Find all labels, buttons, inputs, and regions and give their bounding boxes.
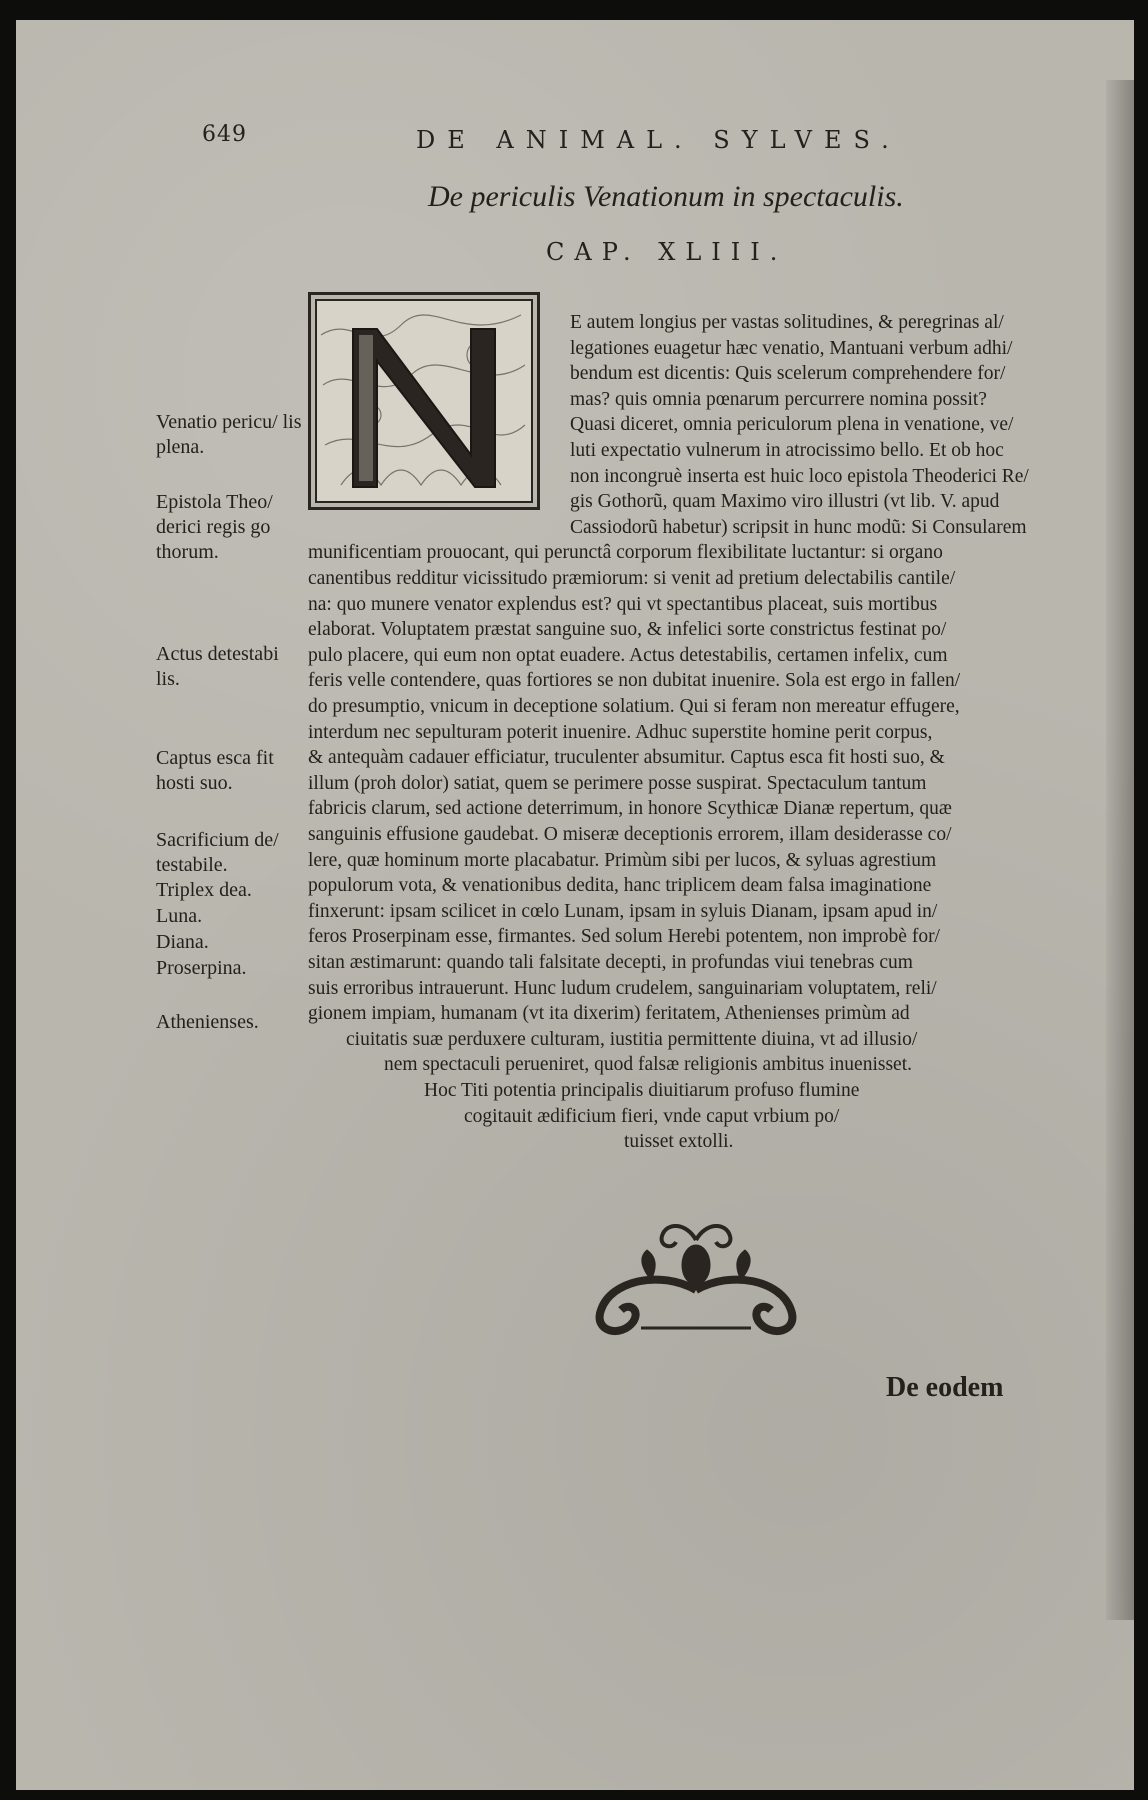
book-page: [16, 20, 1134, 1790]
text-line: bendum est dicentis: Quis scelerum comprehendere for/: [570, 363, 1006, 385]
text-line: mas? quis omnia pœnarum percurrere nomina possit?: [570, 388, 987, 410]
text-line: do presumptio, vnicum in deceptione solatium. Qui si feram non mereatur effugere,: [308, 696, 960, 717]
chapter-number: CAP. XLIII.: [546, 238, 788, 266]
margin-note: Athenienses.: [156, 1011, 259, 1033]
text-line: ciuitatis suæ perduxere culturam, iustitia permittente diuina, vt ad illusio/: [346, 1028, 918, 1050]
margin-note: Captus esca fit hosti suo.: [156, 747, 274, 794]
text-line: E autem longius per vastas solitudines, & peregrinas al/: [570, 312, 1004, 333]
margin-note: Diana.: [156, 931, 209, 953]
text-line: na: quo munere venator explendus est? qui vt spectantibus placeat, suis mortibus: [308, 593, 938, 615]
chapter-title: De periculis Venationum in spectaculis.: [428, 180, 904, 213]
catchword: De eodem: [886, 1372, 1004, 1403]
text-line: Cassiodorũ habetur) scripsit in hunc modũ: Si Consularem: [570, 516, 1027, 538]
margin-note: Triplex dea.: [156, 879, 252, 901]
text-line: legationes euagetur hæc venatio, Mantuani verbum adhi/: [570, 337, 1013, 359]
text-line: pulo placere, qui eum non optat euadere. Actus detestabilis, certamen infelix, cum: [308, 644, 948, 666]
text-line: non incongruè inserta est huic loco epistola Theoderici Re/: [570, 465, 1029, 487]
text-line: cogitauit ædificium fieri, vnde caput vrbium po/: [464, 1105, 840, 1127]
tailpiece-ornament-icon: [581, 1210, 811, 1340]
page-edge-shadow: [1106, 80, 1134, 1620]
text-line: illum (proh dolor) satiat, quem se perimere posse suspirat. Spectaculum tantum: [308, 772, 927, 794]
text-line: Hoc Titi potentia principalis diuitiarum profuso flumine: [424, 1080, 860, 1101]
margin-note: Actus detestabi lis.: [156, 643, 279, 690]
text-line: sanguinis effusione gaudebat. O miseræ deceptionis errorem, illam desiderasse co/: [308, 824, 952, 845]
text-line: elaborat. Voluptatem præstat sanguine suo, & infelici sorte constrictus festinat po/: [308, 619, 947, 641]
text-line: & antequàm cadauer efficiatur, truculenter absumitur. Captus esca fit hosti suo, &: [308, 747, 945, 769]
margin-note: Luna.: [156, 905, 203, 927]
text-line: munificentiam prouocant, qui perunctâ corporum flexibilitate luctantur: si organo: [308, 542, 943, 564]
text-line: luti expectatio vulnerum in atrocissimo bello. Et ob hoc: [570, 440, 1004, 461]
page-number: 649: [202, 122, 247, 147]
text-line: lere, quæ hominum morte placabatur. Primùm sibi per lucos, & syluas agrestium: [308, 849, 937, 871]
text-line: nem spectaculi perueniret, quod falsæ religionis ambitus inuenisset.: [384, 1054, 913, 1076]
text-line: canentibus redditur vicissitudo præmiorum: si venit ad pretium delectabilis cantile/: [308, 568, 956, 589]
text-line: suis erroribus intrauerunt. Hunc ludum crudelem, sanguinariam voluptatem, reli/: [308, 977, 937, 999]
text-line: gionem impiam, humanam (vt ita dixerim) feritatem, Athenienses primùm ad: [308, 1003, 910, 1025]
text-line: populorum vota, & venationibus dedita, hanc triplicem deam falsa imaginatione: [308, 875, 932, 897]
margin-note: Venatio pericu/ lis plena.: [156, 411, 302, 458]
margin-note: Epistola Theo/ derici regis go thorum.: [156, 491, 273, 563]
margin-note: Proserpina.: [156, 957, 247, 979]
text-line: tuisset extolli.: [624, 1131, 734, 1153]
text-line: finxerunt: ipsam scilicet in cœlo Lunam, ipsam in syluis Dianam, ipsam apud in/: [308, 900, 938, 922]
text-line: feros Proserpinam esse, firmantes. Sed solum Herebi potentem, non improbè for/: [308, 926, 940, 948]
text-line: gis Gothorũ, quam Maximo viro illustri (vt lib. V. apud: [570, 491, 1000, 513]
running-head: DE ANIMAL. SYLVES.: [416, 126, 901, 154]
decorated-initial: [308, 292, 540, 510]
text-line: fabricis clarum, sed actione deterrimum, in honore Scythicæ Dianæ repertum, quæ: [308, 798, 952, 820]
text-line: interdum nec sepulturam poterit inuenire. Adhuc superstite homine perit corpus,: [308, 721, 933, 743]
text-line: Quasi diceret, omnia periculorum plena in venatione, ve/: [570, 414, 1014, 436]
text-line: feris velle contendere, quas fortiores se non dubitat inuenire. Sola est ergo in fallen/: [308, 670, 961, 692]
text-line: sitan æstimarunt: quando tali falsitate decepti, in profundas viui tenebras cum: [308, 952, 913, 973]
margin-note: Sacrificium de/ testabile.: [156, 829, 279, 876]
initial-woodcut-icon: [311, 295, 537, 507]
